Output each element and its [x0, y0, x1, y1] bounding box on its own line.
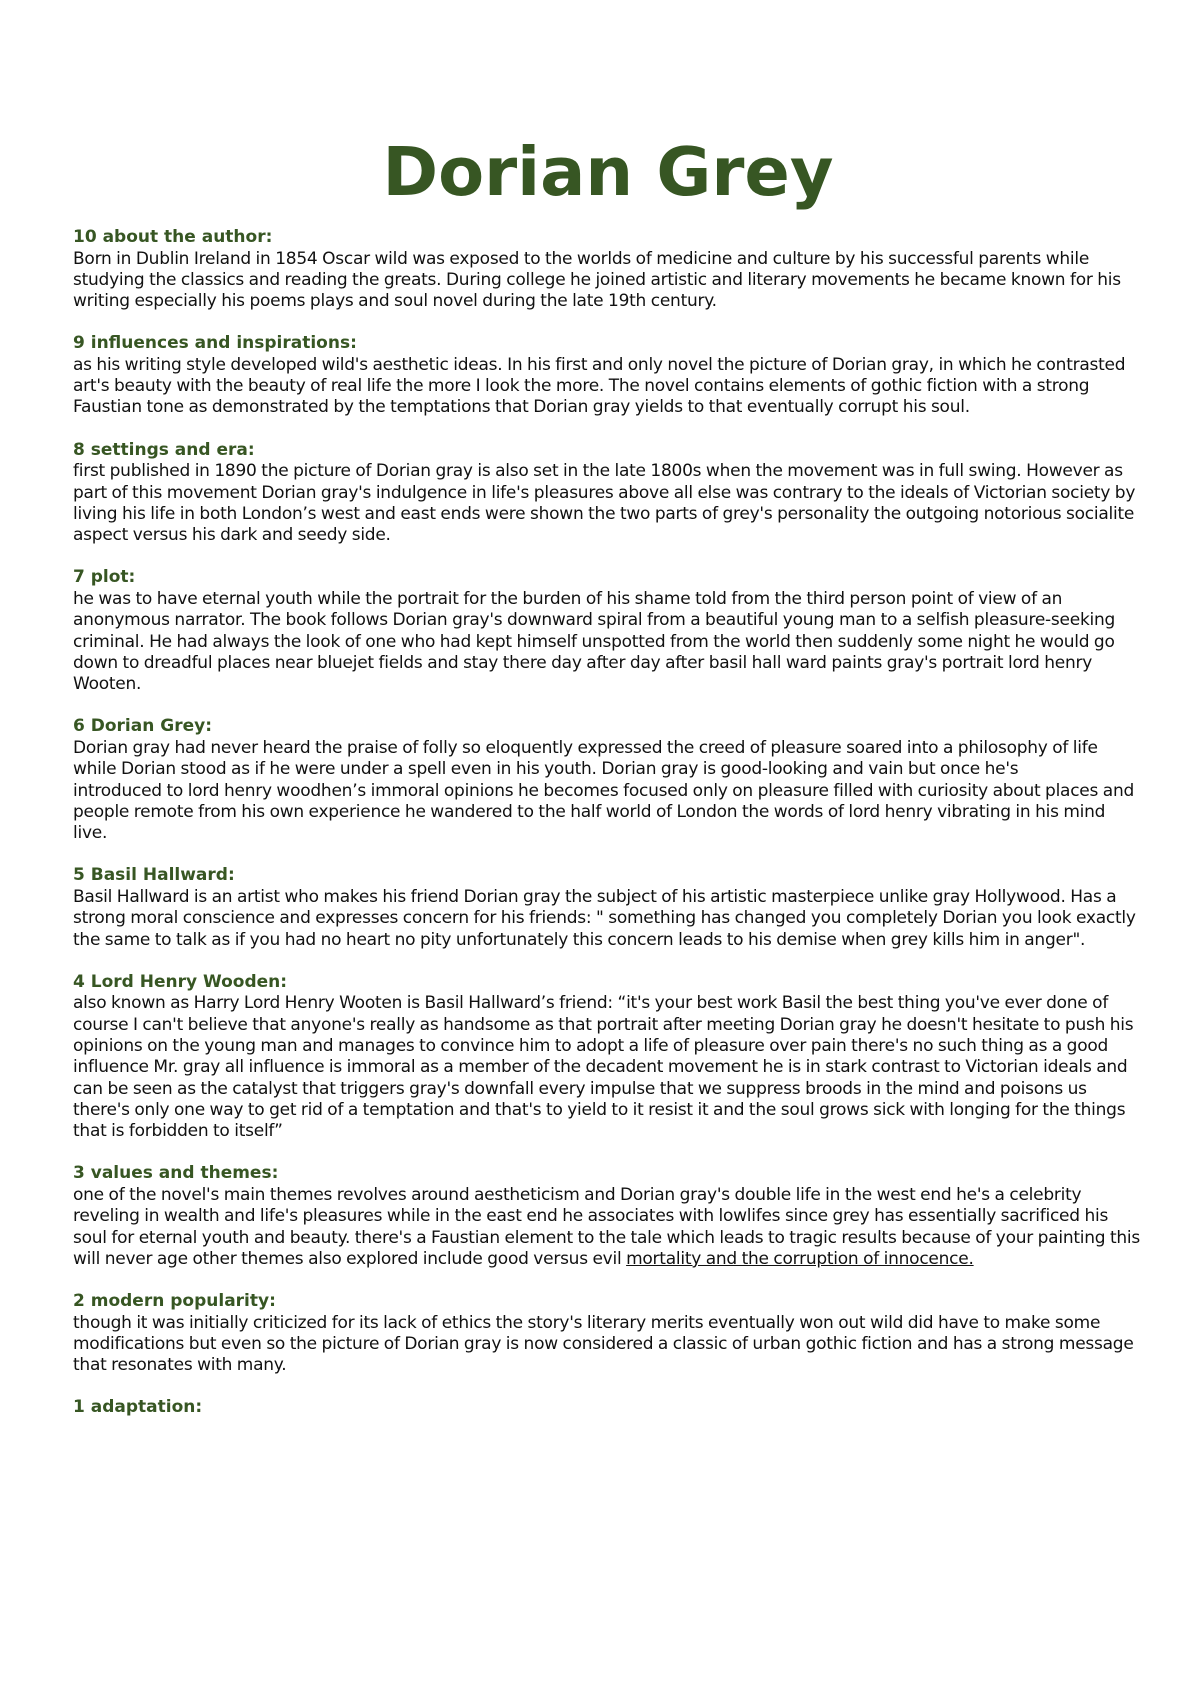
section-paragraph: as his writing style developed wild's aesthetic ideas. In his first and only novel the picture of Dorian gray, in which he contrasted art's beauty with the beauty of real life the more I look the more. The novel contains elements of gothic fiction with a strong Faustian tone as demonstrated by the temptations that Dorian gray yields to that eventually corrupt his soul.: [73, 354, 1126, 418]
section-paragraph: also known as Harry Lord Henry Wooten is Basil Hallward’s friend: “it's your best work Basil the best thing you've ever done of course I can't believe that anyone's really as handsome as that portrait after meeting Dorian gray he doesn't hesitate to push his opinions on the young man and manages to convince him to adopt a life of pleasure over pain there's no such thing as a good influence Mr. gray all influence is immoral as a member of the decadent movement he is in stark contrast to Victorian ideals and can be seen as the catalyst that triggers gray's downfall every impulse that we suppress broods in the mind and poisons us there's only one way to get rid of a temptation and that's to yield to it resist it and the soul grows sick with longing for the things that is forbidden to itself”: [73, 993, 1134, 1142]
section-dorian-grey: [73, 716, 1143, 844]
section-paragraph: [73, 1185, 1143, 1270]
section-heading: 5 Basil Hallward:: [73, 865, 235, 886]
section-modern-popularity: [73, 1291, 1143, 1376]
section-adaptation: [73, 1397, 1143, 1419]
section-basil-hallward: [73, 865, 1143, 950]
section-paragraph: Born in Dublin Ireland in 1854 Oscar wild was exposed to the worlds of medicine and culture by his successful parents while studying the classics and reading the greats. During college he joined artistic and literary movements he became known for his writing especially his poems plays and soul novel during the late 19th century.: [73, 248, 1121, 312]
section-heading: 8 settings and era:: [73, 439, 255, 460]
section-plot: [73, 567, 1143, 695]
section-paragraph: introduced to lord henry woodhen’s immoral opinions he becomes focused only on pleasure filled with curiosity about places and people remote from his own experience he wandered to the half world of London the words of lord henry vibrating in his mind live.: [73, 780, 1135, 844]
page-title: Dorian Grey: [382, 133, 834, 211]
section-heading: 4 Lord Henry Wooden:: [73, 971, 288, 992]
section-paragraph: Basil Hallward is an artist who makes his friend Dorian gray the subject of his artistic masterpiece unlike gray Hollywood. Has a strong moral conscience and expresses concern for his friends: " something has changed you completely Dorian you look exactly the same to talk as if you had no heart no pity unfortunately this concern leads to his demise when grey kills him in anger".: [73, 886, 1136, 950]
section-paragraph: Dorian gray had never heard the praise of folly so eloquently expressed the creed of pleasure soared into a philosophy of life while Dorian stood as if he were under a spell even in his youth. Dorian gray is good-looking and vain but once he's: [73, 737, 1098, 780]
underlined-text: mortality and the corruption of innocence.: [626, 1248, 974, 1269]
section-heading: 6 Dorian Grey:: [73, 716, 212, 737]
section-heading: 2 modern popularity:: [73, 1291, 276, 1312]
section-heading: 3 values and themes:: [73, 1163, 279, 1184]
section-about-author: [73, 227, 1143, 312]
document-page: [73, 0, 1143, 1419]
section-heading: 10 about the author:: [73, 227, 273, 247]
section-values-themes: [73, 1163, 1143, 1270]
paragraph-text: one of the novel's main themes revolves around aestheticism and Dorian gray's double life in the west end he's a celebrity reveling in wealth and life's pleasures while in the east end he associates with lowlifes since grey has essentially sacrificed his soul for eternal youth and beauty. there's a Faustian element to the tale which leads to tragic results because of your painting this will never age other themes also explored include good versus evil: [73, 1184, 1140, 1269]
section-heading: 7 plot:: [73, 567, 136, 588]
section-settings-era: [73, 440, 1143, 547]
section-influences: [73, 333, 1143, 418]
section-paragraph: first published in 1890 the picture of Dorian gray is also set in the late 1800s when the movement was in full swing. However as part of this movement Dorian gray's indulgence in life's pleasures above all else was contrary to the ideals of Victorian society by living his life in both London’s west and east ends were shown the two parts of grey's personality the outgoing notorious socialite aspect versus his dark and seedy side.: [73, 461, 1136, 546]
section-heading: 1 adaptation:: [73, 1397, 203, 1418]
section-paragraph: though it was initially criticized for its lack of ethics the story's literary merits eventually won out wild did have to make some modifications but even so the picture of Dorian gray is now considered a classic of urban gothic fiction and has a strong message that resonates with many.: [73, 1312, 1134, 1376]
section-lord-henry: [73, 972, 1143, 1143]
section-heading: 9 influences and inspirations:: [73, 333, 357, 354]
section-paragraph: he was to have eternal youth while the portrait for the burden of his shame told from the third person point of view of an anonymous narrator. The book follows Dorian gray's downward spiral from a beautiful young man to a selfish pleasure-seeking criminal. He had always the look of one who had kept himself unspotted from the world then suddenly some night he would go down to dreadful places near bluejet fields and stay there day after day after basil hall ward paints gray's portrait lord henry Wooten.: [73, 588, 1116, 695]
